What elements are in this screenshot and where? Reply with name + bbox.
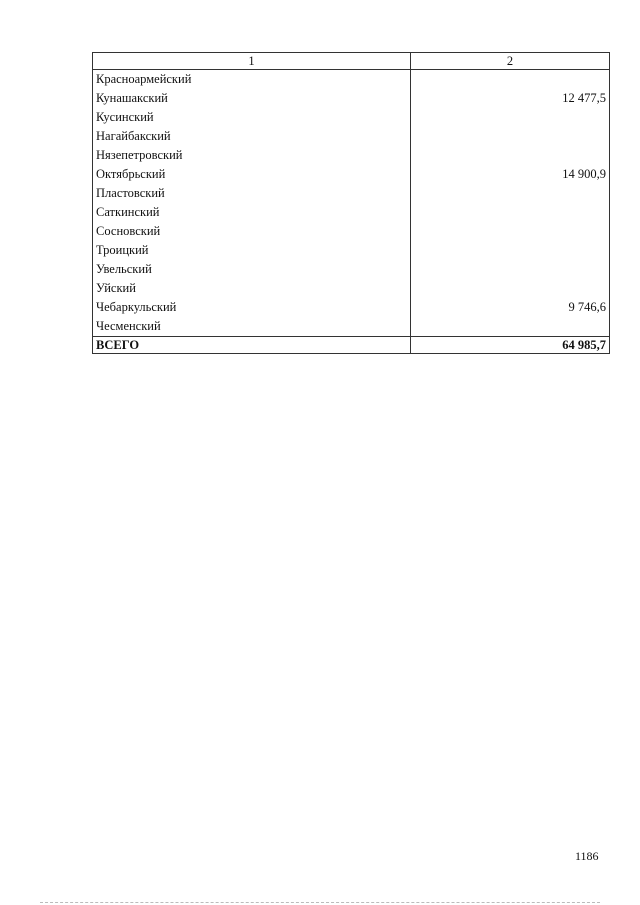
district-name: Пластовский — [93, 184, 411, 203]
district-name: Нагайбакский — [93, 127, 411, 146]
table-row — [93, 203, 610, 222]
district-name: Чебаркульский — [93, 298, 411, 317]
district-value — [411, 317, 610, 337]
district-name: Сосновский — [93, 222, 411, 241]
district-name: Саткинский — [93, 203, 411, 222]
district-value: 12 477,5 — [411, 89, 610, 108]
district-name: Октябрьский — [93, 165, 411, 184]
district-value — [411, 127, 610, 146]
table-row — [93, 298, 610, 317]
column-header-1: 1 — [93, 53, 411, 70]
district-value — [411, 222, 610, 241]
column-header-2: 2 — [411, 53, 610, 70]
table-row — [93, 260, 610, 279]
district-name: Троицкий — [93, 241, 411, 260]
table-row — [93, 89, 610, 108]
table-row — [93, 241, 610, 260]
district-value — [411, 260, 610, 279]
table-row — [93, 184, 610, 203]
district-name: Кунашакский — [93, 89, 411, 108]
table-header-row — [93, 53, 610, 70]
district-value: 9 746,6 — [411, 298, 610, 317]
table-row — [93, 279, 610, 298]
scan-artifact-line — [40, 902, 600, 904]
table-row — [93, 222, 610, 241]
district-value — [411, 279, 610, 298]
district-name: Кусинский — [93, 108, 411, 127]
district-value — [411, 203, 610, 222]
total-value: 64 985,7 — [411, 337, 610, 354]
table-row — [93, 70, 610, 90]
data-table — [92, 52, 610, 354]
district-value — [411, 241, 610, 260]
table-total-row — [93, 337, 610, 354]
table-row — [93, 317, 610, 337]
district-name: Увельский — [93, 260, 411, 279]
total-label: ВСЕГО — [93, 337, 411, 354]
district-name: Уйский — [93, 279, 411, 298]
district-name: Чесменский — [93, 317, 411, 337]
table-row — [93, 146, 610, 165]
district-name: Нязепетровский — [93, 146, 411, 165]
table-row — [93, 165, 610, 184]
district-value — [411, 70, 610, 90]
district-value — [411, 184, 610, 203]
district-value — [411, 146, 610, 165]
district-name: Красноармейский — [93, 70, 411, 90]
page-number: 1186 — [575, 849, 599, 863]
district-value: 14 900,9 — [411, 165, 610, 184]
table-row — [93, 127, 610, 146]
table-row — [93, 108, 610, 127]
district-value — [411, 108, 610, 127]
